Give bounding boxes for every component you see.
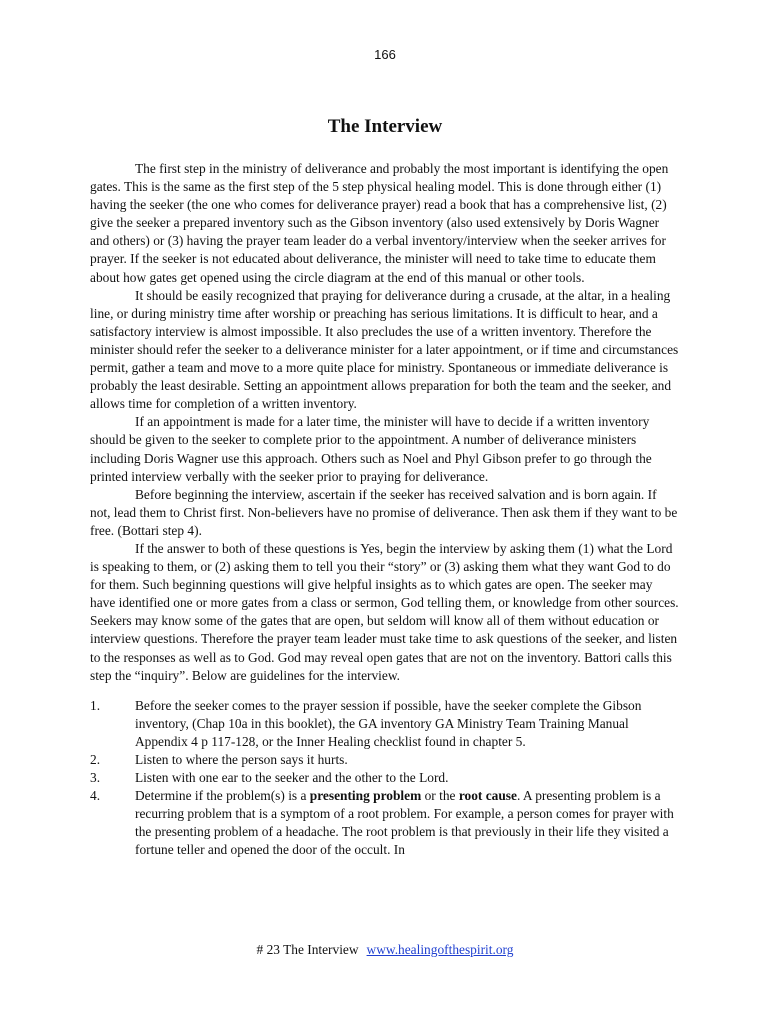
paragraph: Before beginning the interview, ascertain if the seeker has received salvation and is born again. If not, lead them to Christ first. Non-believers have no promise of deliverance. Then ask them if they want to be free. (Bottari step 4). [90, 486, 678, 538]
footer-label: # 23 The Interview [256, 942, 359, 957]
paragraph: If the answer to both of these questions is Yes, begin the interview by asking them (1) what the Lord is speaking to them, or (2) asking them to tell you their “story” or (3) asking them what they want God to do for them. Such beginning questions will give helpful insights as to which gates are open. The seeker may have identified one or more gates from a class or sermon, God telling them, or knowledge from other sources. Seekers may know some of the gates that are open, but seldom will know all of them without education or interview questions. Therefore the prayer team leader must take time to ask questions of the seeker, and listen to the responses as well as to God. God may reveal open gates that are not on the inventory. Battori calls this step the “inquiry”. Below are guidelines for the interview. [90, 540, 679, 683]
list-item [90, 769, 680, 787]
guidelines-list [90, 697, 680, 860]
text-segment: . A presenting problem is a recurring problem that is a symptom of a root problem. For example, a person comes for prayer with the presenting problem of a headache. The root problem is that previously in their life they visited a fortune teller and opened the door of the occult. In [135, 788, 674, 858]
root-cause-term: root cause [458, 788, 517, 804]
footer-link[interactable]: www.healingofthespirit.org [366, 942, 514, 957]
list-number: 2. [90, 752, 101, 767]
list-item [90, 697, 680, 751]
list-number: 1. [90, 697, 101, 713]
list-item [90, 751, 680, 769]
list-item [90, 787, 680, 859]
paragraph: It should be easily recognized that praying for deliverance during a crusade, at the altar, in a healing line, or during ministry time after worship or preaching has serious limitations. It is difficult to hear, and a satisfactory interview is almost impossible. It also precludes the use of a written inventory. Therefore the minister should refer the seeker to a deliverance minister for a later appointment, or if time and circumstances permit, gather a team and move to a more quite place for ministry. Spontaneous or immediate deliverance is probably the least desirable. Setting an appointment allows preparation for both the team and the seeker, and allows time for completion of a written inventory. [90, 287, 679, 412]
body-text [90, 160, 680, 860]
list-text: Listen with one ear to the seeker and the other to the Lord. [135, 770, 449, 786]
page-footer [0, 942, 770, 958]
page-title: The Interview [327, 116, 443, 137]
paragraph: The first step in the ministry of deliverance and probably the most important is identifying the open gates. This is the same as the first step of the 5 step physical healing model. This is done through either (1) having the seeker (the one who comes for deliverance prayer) read a book that has a comprehensive list, (2) give the seeker a prepared inventory such as the Gibson inventory (also used extensively by Doris Wagner and others) or (3) having the prayer team leader do a verbal inventory/interview when the seeker arrives for prayer. If the seeker is not educated about deliverance, the minister will need to take time to educate them about how gates get opened using the circle diagram at the end of this manual or other tools. [90, 161, 669, 285]
paragraph: If an appointment is made for a later time, the minister will have to decide if a written inventory should be given to the seeker to complete prior to the appointment. A number of deliverance ministers including Doris Wagner use this approach. Others such as Noel and Phyl Gibson prefer to go through the printed interview verbally with the seeker prior to praying for deliverance. [90, 414, 652, 484]
text-segment: or the [421, 788, 459, 804]
presenting-problem-term: presenting problem [309, 788, 422, 804]
list-number: 3. [90, 770, 101, 786]
page-number: 166 [374, 47, 396, 62]
list-text: Before the seeker comes to the prayer session if possible, have the seeker complete the Gibson inventory, (Chap 10a in this booklet), the GA inventory GA Ministry Team Training Manual Appendix 4 p 117-128, or the Inner Healing checklist found in chapter 5. [135, 697, 642, 749]
list-text: Listen to where the person says it hurts. [135, 752, 348, 767]
text-segment: Determine if the problem(s) is a [135, 788, 310, 804]
list-number: 4. [90, 788, 101, 804]
list-text [135, 787, 680, 859]
